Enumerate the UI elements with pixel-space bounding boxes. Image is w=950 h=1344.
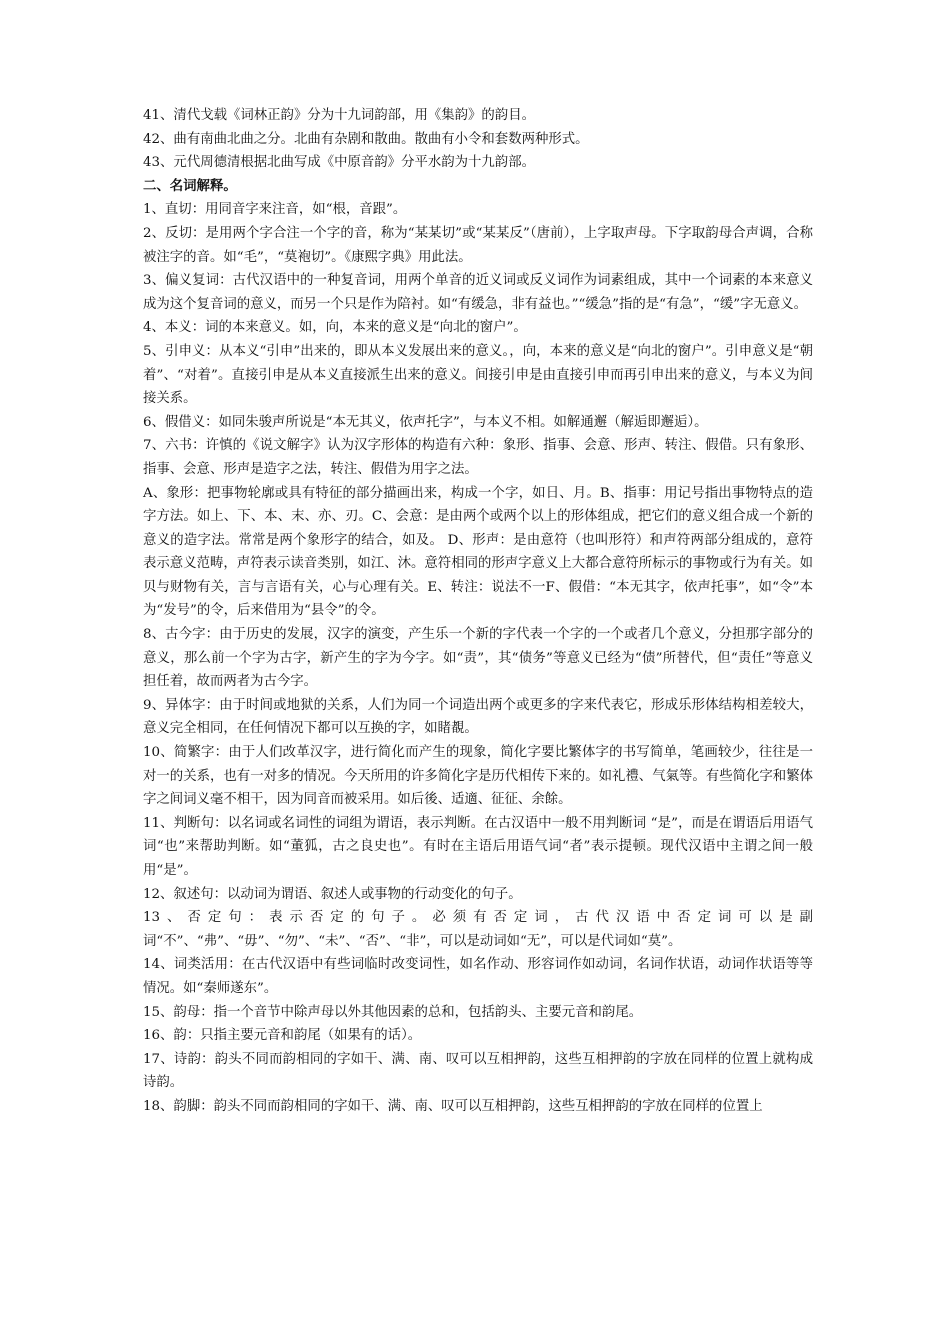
term-rhyme: 16、韵：只指主要元音和韵尾（如果有的话）。 <box>143 1028 422 1044</box>
list-item-42: 42、曲有南曲北曲之分。北曲有杂剧和散曲。散曲有小令和套数两种形式。 <box>143 131 589 147</box>
term-borrowed-meaning: 6、假借义：如同朱骏声所说是“本无其义，依声托字”，与本义不相。如解通邂（解逅即邂逅）。 <box>143 414 708 430</box>
term-word-class-conversion: 14、词类活用：在古代汉语中有些词临时改变词性，如名作动、形容词作如动词，名词作状语，动词作状语等等情况。如“秦师遂东”。 <box>143 957 813 996</box>
term-six-scripts: 7、六书：许慎的《说文解字》认为汉字形体的构造有六种：象形、指事、会意、形声、转注、假借。只有象形、指事、会意、形声是造字之法，转注、假借为用字之法。 <box>143 438 813 477</box>
term-partial-compound: 3、偏义复词：古代汉语中的一种复音词，用两个单音的近义词或反义词作为词素组成，其中一个词素的本来意义成为这个复音词的意义，而另一个只是作为陪衬。如“有缓急，非有益也。”“缓急”指的是“有急”，“缓”字无意义。 <box>143 273 813 312</box>
term-simplified-traditional: 10、简繁字：由于人们改革汉字，进行简化而产生的现象，简化字要比繁体字的书写简单，笔画较少，往往是一对一的关系，也有一对多的情况。今天所用的许多简化字是历代相传下来的。如礼禮、气氣等。有些简化字和繁体字之间词义毫不相干，因为同音而被采用。如后後、适適、征征、余餘。 <box>143 745 813 808</box>
term-original-meaning: 4、本义：词的本来意义。如，向，本来的意义是“向北的窗户”。 <box>143 320 527 336</box>
term-negative-sentence: 13、否定句：表示否定的句子。必须有否定词，古代汉语中否定词可以是副词“不”、“弗”、“毋”、“勿”、“未”、“否”、“非”，可以是动词如“无”，可以是代词如“莫”。 <box>143 910 813 949</box>
document-body <box>143 104 813 1119</box>
term-ancient-modern-chars: 8、古今字：由于历史的发展，汉字的演变，产生乐一个新的字代表一个字的一个或者几个意义，分担那字部分的意义，那么前一个字为古字，新产生的字为今字。如“责”，其“债务”等意义已经为“债”所替代，但“责任”等意义担任着，故而两者为古今字。 <box>143 627 813 690</box>
term-narrative-sentence: 12、叙述句：以动词为谓语、叙述人或事物的行动变化的句子。 <box>143 886 522 902</box>
term-poetic-rhyme: 17、诗韵：韵头不同而韵相同的字如干、满、南、叹可以互相押韵，这些互相押韵的字放在同样的位置上就构成诗韵。 <box>143 1051 813 1091</box>
term-fanqie: 2、反切：是用两个字合注一个字的音，称为“某某切”或“某某反”（唐前），上字取声母。下字取韵母合声调，合称被注字的音。如“毛”，“莫袍切”。《康熙字典》用此法。 <box>143 225 813 265</box>
term-rhyme-foot: 18、韵脚：韵头不同而韵相同的字如干、满、南、叹可以互相押韵，这些互相押韵的字放在同样的位置上 <box>143 1098 763 1114</box>
term-judgment-sentence: 11、判断句：以名词或名词性的词组为谓语，表示判断。在古汉语中一般不用判断词 “是”，而是在谓语后用语气词“也”来帮助判断。如“董狐，古之良史也”。有时在主语后用语气词“者”表示提顿。现代汉语中主谓之间一般用“是”。 <box>143 815 813 878</box>
term-extended-meaning: 5、引申义：从本义“引申”出来的，即从本义发展出来的意义。，向，本来的意义是“向北的窗户”。引申意义是“朝着”、“对着”。直接引申是从本义直接派生出来的意义。间接引申是由直接引申而再引申出来的意义，与本义为间接关系。 <box>143 343 813 407</box>
term-direct-spelling: 1、直切：用同音字来注音，如“根，音跟”。 <box>143 202 407 218</box>
term-variant-chars: 9、异体字：由于时间或地狱的关系，人们为同一个词造出两个或更多的字来代表它，形成乐形体结构相差较大，意义完全相同，在任何情况下都可以互换的字，如睹覩。 <box>143 697 813 737</box>
six-scripts-detail: A、象形：把事物轮廓或具有特征的部分描画出来，构成一个字，如日、月。B、指事：用记号指出事物特点的造字方法。如上、下、本、末、亦、刃。C、会意：是由两个或两个以上的形体组成，把它们的意义组合成一个新的意义的造字法。常常是两个象形字的结合，如及。 D、形声：是由意符（也叫形符）和声符两部分组成的，意符表示意义范畴，声符表示读音类别，如江、沐。意符相同的形声字意义上大都合意符所标示的事物或行为有关。如贝与财物有关，言与言语有关，心与心理有关。E、转注：说法不一F、假借：“本无其字，依声托事”，如“令”本为“发号”的令，后来借用为“县令”的令。 <box>143 485 813 619</box>
list-item-43: 43、元代周德清根据北曲写成《中原音韵》分平水韵为十九韵部。 <box>143 155 535 171</box>
term-final: 15、韵母：指一个音节中除声母以外其他因素的总和，包括韵头、主要元音和韵尾。 <box>143 1004 643 1020</box>
list-item-41: 41、清代戈载《词林正韵》分为十九词韵部，用《集韵》的韵目。 <box>143 108 535 123</box>
section-heading: 二、名词解释。 <box>143 177 237 194</box>
